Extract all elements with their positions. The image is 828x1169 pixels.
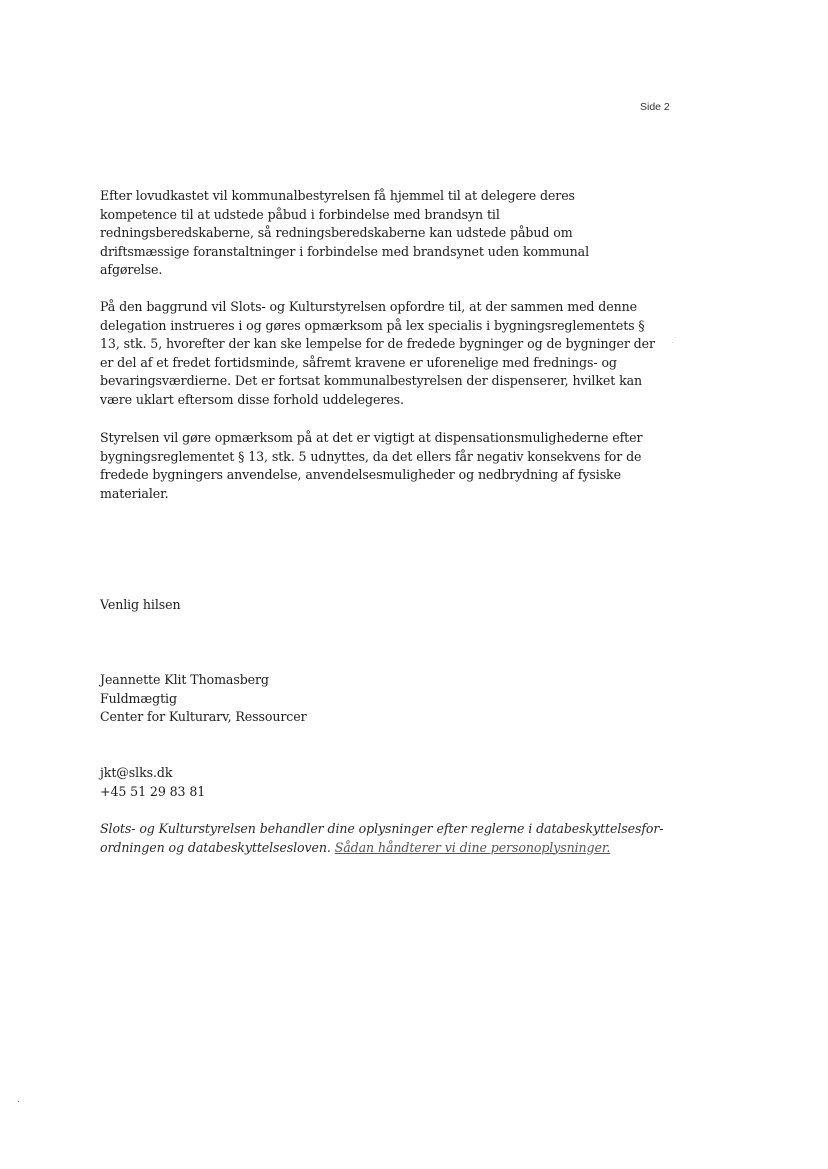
paragraph-line: materialer. [100, 485, 169, 501]
paragraph-dispensation [100, 429, 660, 503]
privacy-policy-link[interactable]: Sådan håndterer vi dine personoplysninger. [334, 839, 611, 855]
signature-title: Fuldmægtig [100, 690, 177, 706]
paragraph-line: På den baggrund vil Slots- og Kulturstyrelsen opfordre til, at der sammen med denne [100, 299, 637, 314]
signature-block [100, 671, 660, 727]
closing-greeting [100, 596, 660, 615]
paragraph-line: 13, stk. 5, hvorefter der kan ske lempelse for de fredede bygninger og de bygninger der [100, 336, 655, 352]
scan-speck [18, 1101, 19, 1102]
paragraph-line: kompetence til at udstede påbud i forbindelse med brandsyn til [100, 206, 500, 222]
paragraph-line: redningsberedskaberne, så redningsberedskaberne kan udstede påbud om [100, 225, 573, 241]
paragraph-line: fredede bygningers anvendelse, anvendelsesmuligheder og nedbrydning af fysiske [100, 467, 621, 483]
paragraph-line: afgørelse. [100, 262, 163, 278]
paragraph-line: Efter lovudkastet vil kommunalbestyrelsen få hjemmel til at delegere deres [100, 188, 575, 203]
privacy-line-2 [100, 839, 660, 858]
paragraph-delegation [100, 187, 660, 280]
paragraph-line: Styrelsen vil gøre opmærksom på at det er vigtigt at dispensationsmulighederne efter [100, 430, 643, 445]
paragraph-line: være uklart eftersom disse forhold uddelegeres. [100, 391, 404, 407]
paragraph-lex-specialis [100, 298, 660, 410]
privacy-notice [100, 820, 664, 857]
contact-block [100, 764, 660, 801]
contact-email[interactable]: jkt@slks.dk [100, 765, 173, 780]
privacy-line-2-text: ordningen og databeskyttelsesloven. [100, 839, 331, 855]
paragraph-line: driftsmæssige foranstaltninger i forbindelse med brandsynet uden kommunal [100, 243, 590, 259]
page-number: Side 2 [640, 101, 670, 113]
contact-phone: +45 51 29 83 81 [100, 783, 206, 799]
closing-text: Venlig hilsen [100, 597, 181, 612]
signature-name: Jeannette Klit Thomasberg [100, 672, 269, 687]
paragraph-line: bygningsreglementet § 13, stk. 5 udnyttes, da det ellers får negativ konsekvens for de [100, 448, 642, 464]
paragraph-line: bevaringsværdierne. Det er fortsat kommunalbestyrelsen der dispenserer, hvilket kan [100, 373, 643, 389]
signature-department: Center for Kulturarv, Ressourcer [100, 709, 307, 725]
privacy-line-1: Slots- og Kulturstyrelsen behandler dine oplysninger efter reglerne i databeskyttelsesfor- [100, 821, 664, 836]
scan-speck [672, 342, 673, 343]
paragraph-line: er del af et fredet fortidsminde, såfremt kravene er uforenelige med frednings- og [100, 354, 617, 370]
paragraph-line: delegation instrueres i og gøres opmærksom på lex specialis i bygningsreglementets § [100, 317, 645, 333]
